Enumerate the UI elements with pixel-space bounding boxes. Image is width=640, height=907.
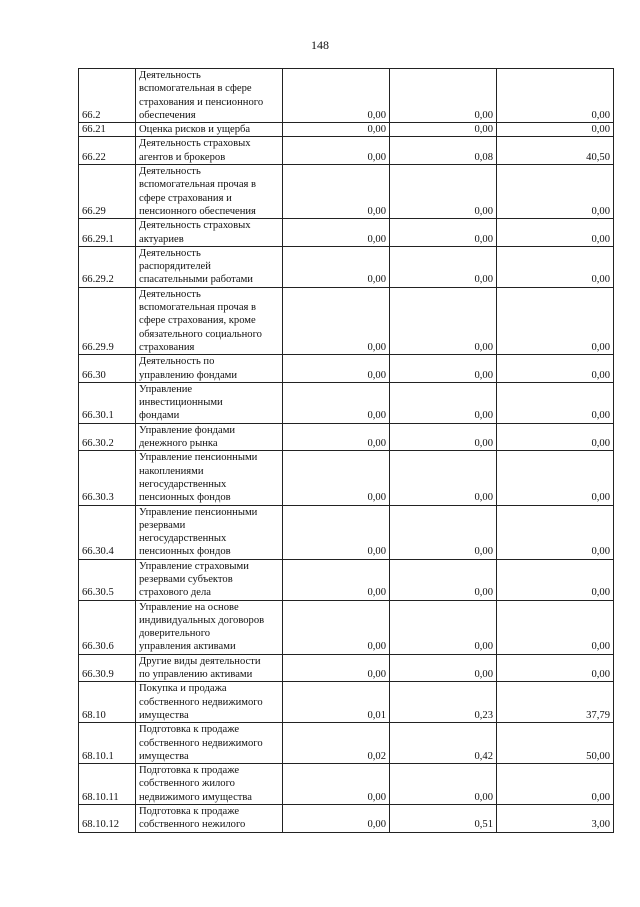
value-cell-3: 0,00 [497, 600, 614, 654]
value-cell-1: 0,00 [283, 423, 390, 451]
value-cell-3: 0,00 [497, 559, 614, 600]
code-cell: 66.2 [79, 69, 136, 123]
code-cell: 68.10.12 [79, 805, 136, 833]
table-row [79, 723, 614, 764]
table-row [79, 805, 614, 833]
table-row [79, 600, 614, 654]
table-row [79, 137, 614, 165]
name-cell: Покупка и продажа собственного недвижимого имущества [136, 682, 283, 723]
value-cell-1: 0,00 [283, 559, 390, 600]
value-cell-1: 0,00 [283, 165, 390, 219]
table-row [79, 423, 614, 451]
value-cell-1: 0,00 [283, 764, 390, 805]
value-cell-3: 0,00 [497, 165, 614, 219]
value-cell-1: 0,00 [283, 123, 390, 137]
value-cell-1: 0,00 [283, 246, 390, 287]
value-cell-2: 0,00 [390, 764, 497, 805]
value-cell-1: 0,00 [283, 137, 390, 165]
value-cell-2: 0,00 [390, 559, 497, 600]
value-cell-2: 0,00 [390, 451, 497, 505]
data-table [78, 68, 614, 833]
value-cell-1: 0,00 [283, 505, 390, 559]
value-cell-1: 0,00 [283, 654, 390, 682]
name-cell: Управление пенсионными резервами негосударственных пенсионных фондов [136, 505, 283, 559]
code-cell: 66.30.5 [79, 559, 136, 600]
name-cell: Подготовка к продаже собственного нежилого [136, 805, 283, 833]
value-cell-3: 0,00 [497, 505, 614, 559]
table-row [79, 654, 614, 682]
code-cell: 66.29.2 [79, 246, 136, 287]
table-row [79, 382, 614, 423]
code-cell: 66.29 [79, 165, 136, 219]
name-cell: Деятельность вспомогательная прочая в сфере страхования и пенсионного обеспечения [136, 165, 283, 219]
value-cell-3: 3,00 [497, 805, 614, 833]
value-cell-2: 0,51 [390, 805, 497, 833]
value-cell-1: 0,01 [283, 682, 390, 723]
name-cell: Деятельность распорядителей спасательными работами [136, 246, 283, 287]
value-cell-2: 0,23 [390, 682, 497, 723]
code-cell: 68.10.11 [79, 764, 136, 805]
table-row [79, 246, 614, 287]
code-cell: 66.30.2 [79, 423, 136, 451]
value-cell-3: 0,00 [497, 764, 614, 805]
value-cell-2: 0,00 [390, 505, 497, 559]
table-row [79, 505, 614, 559]
value-cell-1: 0,00 [283, 69, 390, 123]
table-row [79, 451, 614, 505]
code-cell: 66.21 [79, 123, 136, 137]
value-cell-2: 0,00 [390, 69, 497, 123]
page-number: 148 [311, 38, 329, 52]
name-cell: Другие виды деятельности по управлению активами [136, 654, 283, 682]
value-cell-1: 0,00 [283, 382, 390, 423]
value-cell-2: 0,08 [390, 137, 497, 165]
value-cell-2: 0,00 [390, 600, 497, 654]
code-cell: 68.10 [79, 682, 136, 723]
name-cell: Деятельность по управлению фондами [136, 355, 283, 383]
value-cell-1: 0,00 [283, 451, 390, 505]
value-cell-2: 0,00 [390, 654, 497, 682]
value-cell-2: 0,00 [390, 165, 497, 219]
table-body [79, 69, 614, 833]
name-cell: Оценка рисков и ущерба [136, 123, 283, 137]
value-cell-3: 0,00 [497, 423, 614, 451]
name-cell: Деятельность вспомогательная прочая в сфере страхования, кроме обязательного социального страхования [136, 287, 283, 354]
value-cell-3: 0,00 [497, 246, 614, 287]
value-cell-1: 0,00 [283, 355, 390, 383]
code-cell: 66.30.1 [79, 382, 136, 423]
code-cell: 66.30 [79, 355, 136, 383]
name-cell: Подготовка к продаже собственного недвижимого имущества [136, 723, 283, 764]
code-cell: 66.29.9 [79, 287, 136, 354]
name-cell: Подготовка к продаже собственного жилого недвижимого имущества [136, 764, 283, 805]
value-cell-2: 0,00 [390, 246, 497, 287]
name-cell: Управление на основе индивидуальных договоров доверительного управления активами [136, 600, 283, 654]
table-row [79, 764, 614, 805]
table-row [79, 165, 614, 219]
table-row [79, 682, 614, 723]
code-cell: 66.30.9 [79, 654, 136, 682]
name-cell: Управление инвестиционными фондами [136, 382, 283, 423]
value-cell-1: 0,00 [283, 219, 390, 247]
code-cell: 66.30.6 [79, 600, 136, 654]
value-cell-1: 0,00 [283, 805, 390, 833]
value-cell-3: 0,00 [497, 287, 614, 354]
value-cell-3: 0,00 [497, 382, 614, 423]
name-cell: Деятельность вспомогательная в сфере страхования и пенсионного обеспечения [136, 69, 283, 123]
value-cell-2: 0,00 [390, 382, 497, 423]
value-cell-1: 0,00 [283, 287, 390, 354]
name-cell: Деятельность страховых актуариев [136, 219, 283, 247]
value-cell-3: 40,50 [497, 137, 614, 165]
name-cell: Управление страховыми резервами субъектов страхового дела [136, 559, 283, 600]
code-cell: 66.30.4 [79, 505, 136, 559]
name-cell: Управление фондами денежного рынка [136, 423, 283, 451]
table-row [79, 355, 614, 383]
value-cell-2: 0,00 [390, 423, 497, 451]
table-row [79, 287, 614, 354]
name-cell: Управление пенсионными накоплениями негосударственных пенсионных фондов [136, 451, 283, 505]
code-cell: 68.10.1 [79, 723, 136, 764]
value-cell-2: 0,00 [390, 355, 497, 383]
value-cell-3: 0,00 [497, 355, 614, 383]
value-cell-3: 50,00 [497, 723, 614, 764]
table-row [79, 123, 614, 137]
value-cell-3: 0,00 [497, 654, 614, 682]
value-cell-3: 0,00 [497, 123, 614, 137]
code-cell: 66.29.1 [79, 219, 136, 247]
code-cell: 66.30.3 [79, 451, 136, 505]
value-cell-2: 0,00 [390, 287, 497, 354]
value-cell-1: 0,02 [283, 723, 390, 764]
value-cell-2: 0,00 [390, 123, 497, 137]
table-row [79, 219, 614, 247]
code-cell: 66.22 [79, 137, 136, 165]
value-cell-1: 0,00 [283, 600, 390, 654]
value-cell-3: 0,00 [497, 219, 614, 247]
value-cell-3: 37,79 [497, 682, 614, 723]
value-cell-3: 0,00 [497, 69, 614, 123]
value-cell-2: 0,00 [390, 219, 497, 247]
value-cell-2: 0,42 [390, 723, 497, 764]
name-cell: Деятельность страховых агентов и брокеров [136, 137, 283, 165]
table-row [79, 559, 614, 600]
value-cell-3: 0,00 [497, 451, 614, 505]
table-row [79, 69, 614, 123]
